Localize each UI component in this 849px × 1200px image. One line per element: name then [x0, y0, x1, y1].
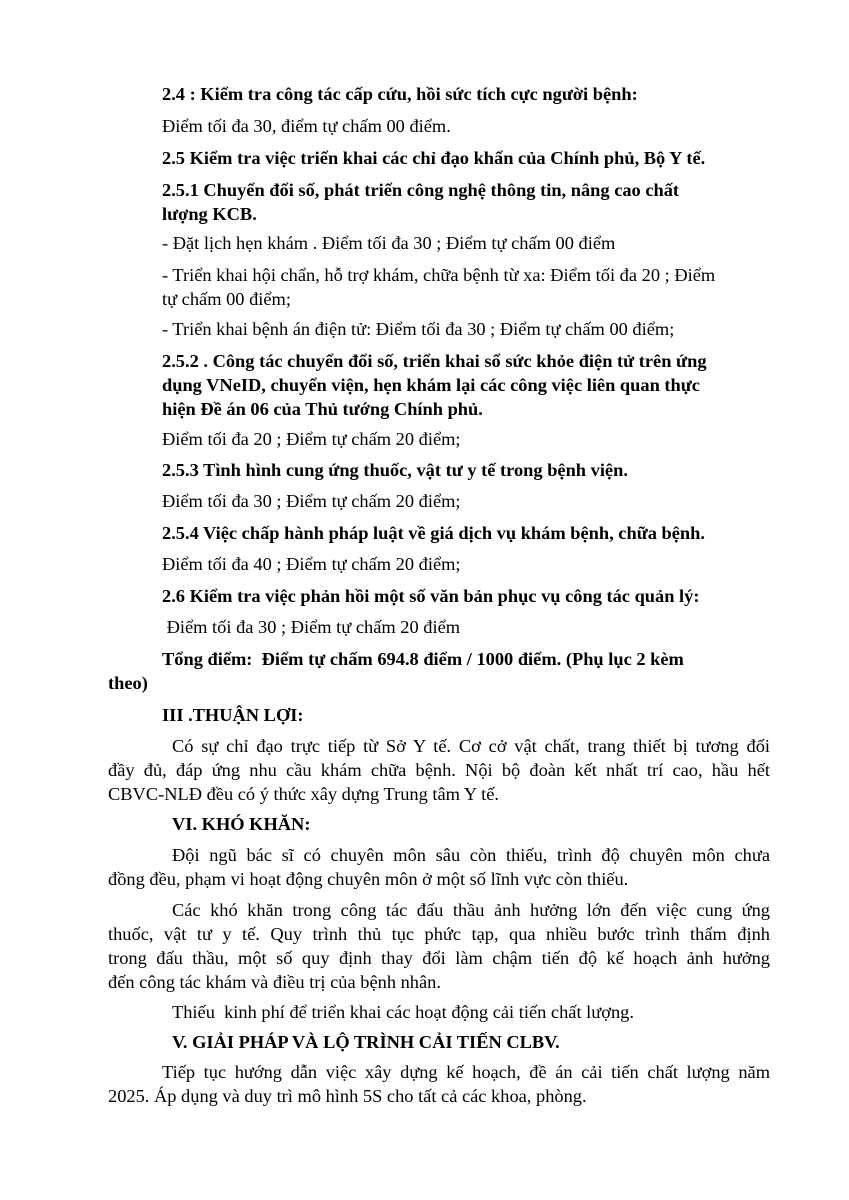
paragraph-2-6: Điểm tối đa 30 ; Điểm tự chấm 20 điểm	[162, 617, 461, 637]
paragraph-2-5-4: Điểm tối đa 40 ; Điểm tự chấm 20 điểm;	[162, 554, 461, 574]
item-hoi-chan-line2: tự chấm 00 điểm;	[162, 289, 291, 309]
kho-khan-2-line4: đến công tác khám và điều trị của bệnh nhân.	[108, 972, 441, 992]
item-hoi-chan-line1: - Triển khai hội chẩn, hỗ trợ khám, chữa bệnh từ xa: Điểm tối đa 20 ; Điểm	[162, 265, 716, 285]
item-dat-lich-hen-kham: - Đặt lịch hẹn khám . Điểm tối đa 30 ; Điểm tự chấm 00 điểm	[162, 233, 616, 253]
heading-2-5-2-line3: hiện Đề án 06 của Thủ tướng Chính phủ.	[162, 399, 483, 419]
heading-2-5-1-line1: 2.5.1 Chuyển đổi số, phát triển công nghệ thông tin, nâng cao chất	[162, 180, 680, 200]
heading-2-5: 2.5 Kiểm tra việc triển khai các chỉ đạo khẩn của Chính phủ, Bộ Y tế.	[162, 148, 706, 168]
total-score-line2: theo)	[108, 673, 148, 693]
paragraph-2-4: Điểm tối đa 30, điểm tự chấm 00 điểm.	[162, 116, 451, 136]
total-score-line1: Tổng điểm: Điểm tự chấm 694.8 điểm / 1000 điểm. (Phụ lục 2 kèm	[162, 649, 684, 669]
heading-thuan-loi: III .THUẬN LỢI:	[162, 705, 304, 725]
thuan-loi-line3: CBVC-NLĐ đều có ý thức xây dựng Trung tâm Y tế.	[108, 784, 499, 804]
heading-2-4: 2.4 : Kiểm tra công tác cấp cứu, hồi sức tích cực người bệnh:	[162, 84, 638, 104]
heading-kho-khan: VI. KHÓ KHĂN:	[172, 814, 311, 834]
heading-2-5-2-line1: 2.5.2 . Công tác chuyển đổi số, triển khai sổ sức khỏe điện tử trên ứng	[162, 351, 707, 371]
heading-2-5-1-line2: lượng KCB.	[162, 204, 257, 224]
heading-2-6: 2.6 Kiểm tra việc phản hồi một số văn bản phục vụ công tác quản lý:	[162, 586, 700, 606]
thuan-loi-line1: Có sự chỉ đạo trực tiếp từ Sở Y tế. Cơ cở vật chất, trang thiết bị tương đối	[172, 736, 770, 756]
kho-khan-3: Thiếu kinh phí để triển khai các hoạt động cải tiến chất lượng.	[172, 1002, 634, 1022]
heading-giai-phap: V. GIẢI PHÁP VÀ LỘ TRÌNH CẢI TIẾN CLBV.	[172, 1032, 560, 1052]
kho-khan-2-line3: trong đấu thầu, một số quy định thay đổi làm chậm tiến độ kế hoạch ảnh hưởng	[108, 948, 770, 968]
kho-khan-2-line2: thuốc, vật tư y tế. Quy trình thủ tục phức tạp, qua nhiều bước trình thẩm định	[108, 924, 770, 944]
heading-2-5-3: 2.5.3 Tình hình cung ứng thuốc, vật tư y tế trong bệnh viện.	[162, 460, 628, 480]
giai-phap-line2: 2025. Áp dụng và duy trì mô hình 5S cho tất cả các khoa, phòng.	[108, 1086, 587, 1106]
heading-2-5-4: 2.5.4 Việc chấp hành pháp luật về giá dịch vụ khám bệnh, chữa bệnh.	[162, 523, 705, 543]
item-benh-an-dien-tu: - Triển khai bệnh án điện tử: Điểm tối đa 30 ; Điểm tự chấm 00 điểm;	[162, 319, 675, 339]
kho-khan-1-line2: đồng đều, phạm vi hoạt động chuyên môn ở một số lĩnh vực còn thiếu.	[108, 869, 629, 889]
thuan-loi-line2: đầy đủ, đáp ứng nhu cầu khám chữa bệnh. Nội bộ đoàn kết nhất trí cao, hầu hết	[108, 760, 770, 780]
heading-2-5-2-line2: dụng VNeID, chuyển viện, hẹn khám lại các công việc liên quan thực	[162, 375, 700, 395]
paragraph-2-5-3: Điểm tối đa 30 ; Điểm tự chấm 20 điểm;	[162, 491, 461, 511]
giai-phap-line1: Tiếp tục hướng dẫn việc xây dựng kế hoạch, đề án cải tiến chất lượng năm	[162, 1062, 770, 1082]
kho-khan-1-line1: Đội ngũ bác sĩ có chuyên môn sâu còn thiếu, trình độ chuyên môn chưa	[172, 845, 770, 865]
kho-khan-2-line1: Các khó khăn trong công tác đấu thầu ảnh hưởng lớn đến việc cung ứng	[172, 900, 770, 920]
paragraph-2-5-2: Điểm tối đa 20 ; Điểm tự chấm 20 điểm;	[162, 429, 461, 449]
